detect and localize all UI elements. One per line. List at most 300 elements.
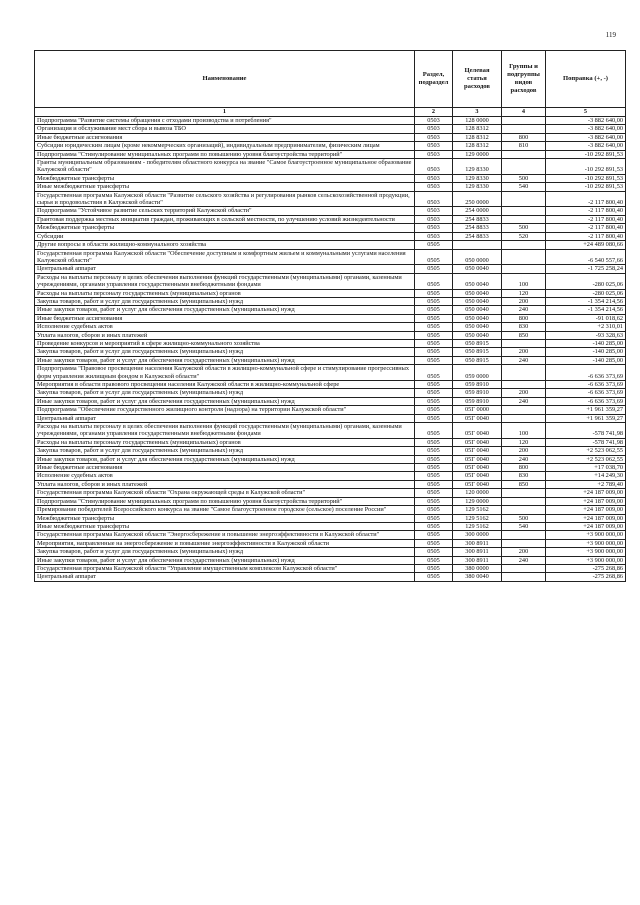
row-name: Иные закупки товаров, работ и услуг для обеспечения государственных (муниципальных) нужд xyxy=(35,556,415,564)
row-target: 059 8910 xyxy=(453,397,502,405)
row-amount: -3 882 640,00 xyxy=(546,142,626,150)
table-row xyxy=(35,232,626,240)
row-section: 0505 xyxy=(415,289,453,297)
column-number: 5 xyxy=(546,108,626,117)
row-name: Премирование победителей Всероссийского конкурса на звание "Самое благоустроенное городское (сельское) поселение России" xyxy=(35,506,415,514)
row-section: 0505 xyxy=(415,414,453,422)
table-row xyxy=(35,497,626,505)
row-section: 0505 xyxy=(415,306,453,314)
row-section: 0503 xyxy=(415,150,453,158)
row-amount: +1 961 359,27 xyxy=(546,414,626,422)
table-row xyxy=(35,438,626,446)
row-name: Центральный аппарат xyxy=(35,414,415,422)
row-amount: -1 354 214,56 xyxy=(546,297,626,305)
row-target: 059 0000 xyxy=(453,365,502,381)
row-amount: -6 636 373,69 xyxy=(546,397,626,405)
table-row xyxy=(35,381,626,389)
row-section: 0505 xyxy=(415,531,453,539)
table-row xyxy=(35,414,626,422)
row-group xyxy=(502,506,546,514)
row-amount: -6 636 373,69 xyxy=(546,381,626,389)
row-amount: -2 117 800,40 xyxy=(546,232,626,240)
row-name: Закупка товаров, работ и услуг для государственных (муниципальных) нужд xyxy=(35,297,415,305)
page-number: 119 xyxy=(605,31,616,39)
row-group xyxy=(502,539,546,547)
row-amount: -93 328,63 xyxy=(546,331,626,339)
row-section: 0503 xyxy=(415,191,453,207)
row-target: 050 0040 xyxy=(453,289,502,297)
row-group: 830 xyxy=(502,472,546,480)
row-group: 200 xyxy=(502,297,546,305)
row-section: 0503 xyxy=(415,232,453,240)
row-section: 0505 xyxy=(415,381,453,389)
row-target: 050 8915 xyxy=(453,339,502,347)
table-row xyxy=(35,480,626,488)
row-amount: -578 741,98 xyxy=(546,438,626,446)
row-amount: +3 900 000,00 xyxy=(546,548,626,556)
row-section: 0505 xyxy=(415,514,453,522)
row-group xyxy=(502,489,546,497)
row-target: 05Г 0040 xyxy=(453,438,502,446)
row-section: 0505 xyxy=(415,472,453,480)
table-row xyxy=(35,514,626,522)
table-row xyxy=(35,306,626,314)
column-number: 2 xyxy=(415,108,453,117)
row-group xyxy=(502,125,546,133)
row-name: Исполнение судебных актов xyxy=(35,323,415,331)
row-section: 0505 xyxy=(415,556,453,564)
row-target: 050 0040 xyxy=(453,297,502,305)
row-target: 300 8911 xyxy=(453,539,502,547)
row-group: 100 xyxy=(502,423,546,439)
row-name: Уплата налогов, сборов и иных платежей xyxy=(35,331,415,339)
row-name: Подпрограмма "Устойчивое развитие сельских территорий Калужской области" xyxy=(35,207,415,215)
row-amount: +14 249,30 xyxy=(546,472,626,480)
row-group: 850 xyxy=(502,331,546,339)
table-row xyxy=(35,191,626,207)
row-section: 0505 xyxy=(415,506,453,514)
row-section: 0505 xyxy=(415,297,453,305)
row-target: 050 8915 xyxy=(453,356,502,364)
row-name: Расходы на выплаты персоналу государственных (муниципальных) органов xyxy=(35,438,415,446)
row-name: Гранты муниципальным образованиям - победителям областного конкурса на звание "Самое благоустроенное муниципальное образование Калужской области" xyxy=(35,159,415,175)
table-row xyxy=(35,241,626,249)
row-group: 240 xyxy=(502,306,546,314)
row-name: Мероприятия в области правового просвещения населения Калужской области в жилищно-коммунальной сфере xyxy=(35,381,415,389)
row-amount: -1 725 258,24 xyxy=(546,265,626,273)
table-row xyxy=(35,323,626,331)
row-amount: +24 187 009,00 xyxy=(546,506,626,514)
row-target: 254 0000 xyxy=(453,207,502,215)
row-amount: -140 285,00 xyxy=(546,356,626,364)
row-group xyxy=(502,117,546,125)
row-name: Иные закупки товаров, работ и услуг для обеспечения государственных (муниципальных) нужд xyxy=(35,306,415,314)
row-section: 0505 xyxy=(415,348,453,356)
row-name: Расходы на выплаты персоналу в целях обеспечения выполнения функций государственными (муниципальными) органами, казенными учреждениями, органами управления государственными внебюджетными фондами xyxy=(35,423,415,439)
row-name: Иные межбюджетные трансферты xyxy=(35,183,415,191)
row-amount: +2 523 062,55 xyxy=(546,455,626,463)
table-row xyxy=(35,265,626,273)
table-row xyxy=(35,215,626,223)
row-group: 800 xyxy=(502,464,546,472)
table-row xyxy=(35,489,626,497)
row-group xyxy=(502,365,546,381)
row-name: Подпрограмма "Стимулирование муниципальных программ по повышению уровня благоустройства территорий" xyxy=(35,497,415,505)
row-section: 0505 xyxy=(415,522,453,530)
row-amount: -91 018,62 xyxy=(546,314,626,322)
row-section: 0505 xyxy=(415,331,453,339)
row-section: 0503 xyxy=(415,224,453,232)
row-section: 0505 xyxy=(415,489,453,497)
row-section: 0505 xyxy=(415,339,453,347)
row-group: 240 xyxy=(502,556,546,564)
row-group: 120 xyxy=(502,438,546,446)
row-amount: +24 187 009,00 xyxy=(546,522,626,530)
table-row xyxy=(35,539,626,547)
row-name: Проведение конкурсов и мероприятий в сфере жилищно-коммунального хозяйства xyxy=(35,339,415,347)
row-amount: +1 961 359,27 xyxy=(546,406,626,414)
row-section: 0505 xyxy=(415,249,453,265)
row-amount: +24 489 080,66 xyxy=(546,241,626,249)
row-name: Иные бюджетные ассигнования xyxy=(35,133,415,141)
header-target: Целевая статья расходов xyxy=(453,51,502,108)
row-group: 240 xyxy=(502,455,546,463)
row-group xyxy=(502,497,546,505)
row-amount: -10 292 891,53 xyxy=(546,183,626,191)
table-row xyxy=(35,423,626,439)
row-target: 254 8833 xyxy=(453,232,502,240)
column-number: 1 xyxy=(35,108,415,117)
row-group xyxy=(502,207,546,215)
row-target: 300 0000 xyxy=(453,531,502,539)
table-row xyxy=(35,289,626,297)
row-target: 254 8833 xyxy=(453,224,502,232)
row-group xyxy=(502,406,546,414)
row-name: Подпрограмма "Обеспечение государственного жилищного контроля (надзора) на территории Калужской области" xyxy=(35,406,415,414)
row-amount: -2 117 800,40 xyxy=(546,224,626,232)
table-row xyxy=(35,472,626,480)
table-row xyxy=(35,573,626,581)
row-group: 830 xyxy=(502,323,546,331)
row-section: 0503 xyxy=(415,159,453,175)
table-row xyxy=(35,117,626,125)
row-name: Субсидии xyxy=(35,232,415,240)
row-group xyxy=(502,573,546,581)
row-name: Межбюджетные трансферты xyxy=(35,514,415,522)
row-name: Иные бюджетные ассигнования xyxy=(35,464,415,472)
row-section: 0503 xyxy=(415,133,453,141)
header-group: Группы и подгруппы видов расходов xyxy=(502,51,546,108)
row-target: 05Г 0040 xyxy=(453,472,502,480)
row-name: Исполнение судебных актов xyxy=(35,472,415,480)
table-row xyxy=(35,365,626,381)
row-group: 120 xyxy=(502,289,546,297)
row-target: 129 5162 xyxy=(453,506,502,514)
row-amount: -6 540 557,66 xyxy=(546,249,626,265)
row-name: Грантовая поддержка местных инициатив граждан, проживающих в сельской местности, по улучшению условий жизнедеятельности xyxy=(35,215,415,223)
table-row xyxy=(35,356,626,364)
row-name: Иные межбюджетные трансферты xyxy=(35,522,415,530)
row-section: 0505 xyxy=(415,573,453,581)
table-row xyxy=(35,464,626,472)
row-amount: -280 025,06 xyxy=(546,273,626,289)
row-section: 0505 xyxy=(415,356,453,364)
row-target: 050 0040 xyxy=(453,265,502,273)
row-target: 129 8330 xyxy=(453,183,502,191)
table-row xyxy=(35,273,626,289)
row-group xyxy=(502,249,546,265)
row-amount: -280 025,06 xyxy=(546,289,626,297)
row-group: 100 xyxy=(502,273,546,289)
row-name: Межбюджетные трансферты xyxy=(35,174,415,182)
row-section: 0505 xyxy=(415,241,453,249)
column-number: 3 xyxy=(453,108,502,117)
table-row xyxy=(35,183,626,191)
row-name: Иные закупки товаров, работ и услуг для обеспечения государственных (муниципальных) нужд xyxy=(35,397,415,405)
row-amount: -10 292 891,53 xyxy=(546,174,626,182)
row-name: Подпрограмма "Стимулирование муниципальных программ по повышению уровня благоустройства территорий" xyxy=(35,150,415,158)
row-amount: +3 900 000,00 xyxy=(546,531,626,539)
row-name: Другие вопросы в области жилищно-коммунального хозяйства xyxy=(35,241,415,249)
table-row xyxy=(35,397,626,405)
row-name: Подпрограмма "Развитие системы обращения с отходами производства и потребления" xyxy=(35,117,415,125)
row-name: Центральный аппарат xyxy=(35,573,415,581)
row-section: 0503 xyxy=(415,125,453,133)
row-target: 05Г 0040 xyxy=(453,423,502,439)
table-row xyxy=(35,297,626,305)
row-name: Центральный аппарат xyxy=(35,265,415,273)
row-section: 0505 xyxy=(415,406,453,414)
row-amount: -10 292 891,53 xyxy=(546,159,626,175)
row-target: 250 0000 xyxy=(453,191,502,207)
row-target: 380 0000 xyxy=(453,564,502,572)
row-amount: -578 741,98 xyxy=(546,423,626,439)
row-target: 050 0000 xyxy=(453,249,502,265)
header-amendment: Поправка (+, -) xyxy=(546,51,626,108)
row-section: 0505 xyxy=(415,455,453,463)
row-target: 050 0040 xyxy=(453,273,502,289)
row-name: Иные бюджетные ассигнования xyxy=(35,314,415,322)
row-amount: +17 038,70 xyxy=(546,464,626,472)
row-name: Закупка товаров, работ и услуг для государственных (муниципальных) нужд xyxy=(35,348,415,356)
row-group xyxy=(502,564,546,572)
row-target: 05Г 0040 xyxy=(453,464,502,472)
table-row xyxy=(35,564,626,572)
row-group xyxy=(502,215,546,223)
row-target: 05Г 0040 xyxy=(453,447,502,455)
row-target: 380 0040 xyxy=(453,573,502,581)
row-section: 0503 xyxy=(415,207,453,215)
row-target: 050 0040 xyxy=(453,306,502,314)
row-target: 129 8330 xyxy=(453,159,502,175)
row-name: Иные закупки товаров, работ и услуг для обеспечения государственных (муниципальных) нужд xyxy=(35,356,415,364)
row-section: 0505 xyxy=(415,480,453,488)
row-amount: -2 117 800,40 xyxy=(546,207,626,215)
row-section: 0505 xyxy=(415,548,453,556)
row-target: 254 8833 xyxy=(453,215,502,223)
row-target: 129 0000 xyxy=(453,497,502,505)
row-group xyxy=(502,241,546,249)
row-group: 810 xyxy=(502,142,546,150)
row-group xyxy=(502,159,546,175)
row-target: 300 8911 xyxy=(453,556,502,564)
row-target: 059 8910 xyxy=(453,389,502,397)
row-name: Государственная программа Калужской области "Обеспечение доступным и комфортным жильем и коммунальными услугами населения Калужской области" xyxy=(35,249,415,265)
row-section: 0505 xyxy=(415,397,453,405)
row-target: 05Г 0000 xyxy=(453,406,502,414)
row-amount: +24 187 009,00 xyxy=(546,514,626,522)
row-amount: +3 900 000,00 xyxy=(546,539,626,547)
table-row xyxy=(35,522,626,530)
row-section: 0503 xyxy=(415,183,453,191)
row-target: 128 8312 xyxy=(453,133,502,141)
row-group: 800 xyxy=(502,314,546,322)
row-section: 0505 xyxy=(415,564,453,572)
column-number: 4 xyxy=(502,108,546,117)
row-name: Государственная программа Калужской области "Развитие сельского хозяйства и регулирования рынков сельскохозяйственной продукции, сырья и продовольствия в Калужской области" xyxy=(35,191,415,207)
table-row xyxy=(35,207,626,215)
row-name: Государственная программа Калужской области "Охрана окружающей среды в Калужской области" xyxy=(35,489,415,497)
table-row xyxy=(35,125,626,133)
table-row xyxy=(35,174,626,182)
table-row xyxy=(35,406,626,414)
row-section: 0505 xyxy=(415,389,453,397)
row-group: 200 xyxy=(502,348,546,356)
row-amount: -275 268,86 xyxy=(546,573,626,581)
row-section: 0503 xyxy=(415,117,453,125)
row-target: 05Г 0040 xyxy=(453,455,502,463)
row-name: Государственная программа Калужской области "Управление имущественным комплексом Калужской области" xyxy=(35,564,415,572)
table-row xyxy=(35,548,626,556)
table-row xyxy=(35,249,626,265)
row-target: 129 5162 xyxy=(453,522,502,530)
row-target: 129 0000 xyxy=(453,150,502,158)
row-amount: +2 523 062,55 xyxy=(546,447,626,455)
row-target: 05Г 0040 xyxy=(453,414,502,422)
row-amount: -140 285,00 xyxy=(546,348,626,356)
row-target: 05Г 0040 xyxy=(453,480,502,488)
row-group xyxy=(502,265,546,273)
row-target: 128 0000 xyxy=(453,117,502,125)
row-name: Расходы на выплаты персоналу в целях обеспечения выполнения функций государственными (муниципальными) органами, казенными учреждениями, органами управления государственными внебюджетными фондами xyxy=(35,273,415,289)
header-name: Наименование xyxy=(35,51,415,108)
row-target: 129 5162 xyxy=(453,514,502,522)
row-amount: -275 268,86 xyxy=(546,564,626,572)
table-row xyxy=(35,133,626,141)
table-row xyxy=(35,455,626,463)
row-group: 200 xyxy=(502,389,546,397)
row-name: Закупка товаров, работ и услуг для государственных (муниципальных) нужд xyxy=(35,389,415,397)
row-amount: -2 117 800,40 xyxy=(546,191,626,207)
row-amount: -6 636 373,69 xyxy=(546,365,626,381)
row-section: 0505 xyxy=(415,423,453,439)
header-section: Раздел, подраздел xyxy=(415,51,453,108)
row-group xyxy=(502,150,546,158)
row-group xyxy=(502,531,546,539)
row-group: 200 xyxy=(502,447,546,455)
row-target: 050 8915 xyxy=(453,348,502,356)
row-name: Мероприятия, направленные на энергосбережение и повышение энергоэффективности в Калужской области xyxy=(35,539,415,547)
row-name: Закупка товаров, работ и услуг для государственных (муниципальных) нужд xyxy=(35,548,415,556)
row-amount: -3 882 640,00 xyxy=(546,117,626,125)
row-section: 0505 xyxy=(415,314,453,322)
column-numbers-row xyxy=(35,108,626,117)
row-section: 0505 xyxy=(415,464,453,472)
row-name: Подпрограмма "Правовое просвещение населения Калужской области в жилищно-коммунальной сфере и стимулирование прогрессивных форм управления жилищным фондом в Калужской области" xyxy=(35,365,415,381)
row-section: 0505 xyxy=(415,497,453,505)
row-section: 0505 xyxy=(415,265,453,273)
row-amount: -1 354 214,56 xyxy=(546,306,626,314)
row-group: 520 xyxy=(502,232,546,240)
table-row xyxy=(35,142,626,150)
row-section: 0505 xyxy=(415,273,453,289)
row-section: 0505 xyxy=(415,365,453,381)
row-name: Межбюджетные трансферты xyxy=(35,224,415,232)
row-name: Организация и обслуживание мест сбора и вывоза ТБО xyxy=(35,125,415,133)
row-group: 800 xyxy=(502,133,546,141)
table-row xyxy=(35,224,626,232)
row-name: Государственная программа Калужской области "Энергосбережение и повышение энергоэффективности в Калужской области" xyxy=(35,531,415,539)
table-row xyxy=(35,331,626,339)
row-target: 128 8312 xyxy=(453,125,502,133)
row-section: 0505 xyxy=(415,539,453,547)
row-amount: -3 882 640,00 xyxy=(546,133,626,141)
row-group: 500 xyxy=(502,174,546,182)
table-row xyxy=(35,159,626,175)
table-row xyxy=(35,556,626,564)
row-group xyxy=(502,339,546,347)
row-amount: -6 636 373,69 xyxy=(546,389,626,397)
row-amount: -10 292 891,53 xyxy=(546,150,626,158)
row-target: 059 8910 xyxy=(453,381,502,389)
row-amount: +3 900 000,00 xyxy=(546,556,626,564)
row-group: 240 xyxy=(502,356,546,364)
row-target: 050 0040 xyxy=(453,331,502,339)
row-group: 540 xyxy=(502,183,546,191)
row-name: Расходы на выплаты персоналу государственных (муниципальных) органов xyxy=(35,289,415,297)
table-row xyxy=(35,389,626,397)
row-section: 0505 xyxy=(415,438,453,446)
row-target: 300 8911 xyxy=(453,548,502,556)
row-name: Субсидии юридическим лицам (кроме некоммерческих организаций), индивидуальным предпринимателям, физическим лицам xyxy=(35,142,415,150)
row-amount: +24 187 009,00 xyxy=(546,497,626,505)
row-group: 540 xyxy=(502,522,546,530)
row-name: Иные закупки товаров, работ и услуг для обеспечения государственных (муниципальных) нужд xyxy=(35,455,415,463)
row-group xyxy=(502,414,546,422)
row-amount: +24 187 009,00 xyxy=(546,489,626,497)
row-section: 0505 xyxy=(415,447,453,455)
table-row xyxy=(35,531,626,539)
budget-table xyxy=(34,50,626,582)
table-row xyxy=(35,314,626,322)
row-amount: +2 310,01 xyxy=(546,323,626,331)
row-group: 500 xyxy=(502,224,546,232)
row-group: 200 xyxy=(502,548,546,556)
table-row xyxy=(35,150,626,158)
row-group xyxy=(502,381,546,389)
row-target: 050 0040 xyxy=(453,323,502,331)
table-row xyxy=(35,348,626,356)
row-section: 0503 xyxy=(415,142,453,150)
row-target: 120 0000 xyxy=(453,489,502,497)
row-group: 240 xyxy=(502,397,546,405)
row-target: 128 8312 xyxy=(453,142,502,150)
row-name: Уплата налогов, сборов и иных платежей xyxy=(35,480,415,488)
row-target: 050 0040 xyxy=(453,314,502,322)
row-section: 0503 xyxy=(415,174,453,182)
row-amount: -140 285,00 xyxy=(546,339,626,347)
row-group: 850 xyxy=(502,480,546,488)
